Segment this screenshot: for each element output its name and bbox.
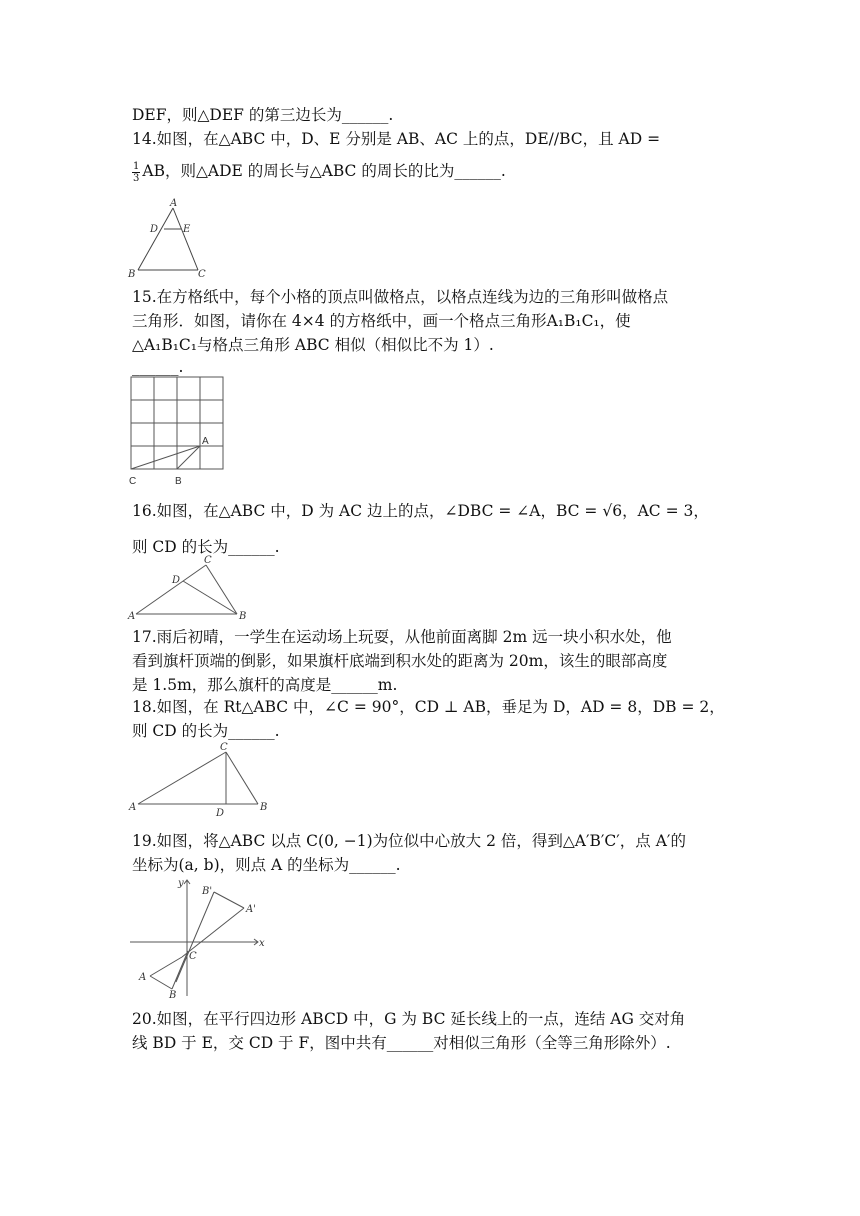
question-18-line-2: 则 CD 的长为______. [132,722,280,740]
question-20-line-2: 线 BD 于 E，交 CD 于 F，图中共有______对相似三角形（全等三角形除外）. [132,1034,671,1052]
figure-16-triangle [126,554,256,622]
text-line-1: DEF，则△DEF 的第三边长为______. [132,106,394,124]
label-b: B [260,802,268,813]
question-20-line-1: 20.如图，在平行四边形 ABCD 中，G 为 BC 延长线上的一点，连结 AG 交对角 [132,1010,686,1028]
label-a: A [170,198,178,209]
question-18-line-1: 18.如图，在 Rt△ABC 中，∠C = 90°，CD ⊥ AB，垂足为 D，AD = 8，DB = 2， [132,698,725,716]
label-c: C [129,476,137,487]
label-d: D [172,575,181,586]
question-15-line-1: 15.在方格纸中，每个小格的顶点叫做格点，以格点连线为边的三角形叫做格点 [132,288,669,306]
question-17-line-1: 17.雨后初晴，一学生在运动场上玩耍，从他前面离脚 2m 远一块小积水处，他 [132,628,672,646]
question-14-line-1: 14.如图，在△ABC 中，D、E 分别是 AB、AC 上的点，DE//BC，且 AD = [132,130,661,148]
question-14-line-2: $\frac{1}{3}$ AB，则△ADE 的周长与△ABC 的周长的比为______. [133,160,506,184]
label-c: C [220,742,228,753]
label-b: B [128,269,136,280]
question-16-line-1: 16.如图，在△ABC 中，D 为 AC 边上的点，∠DBC = ∠A，BC = √6，AC = 3， [132,502,709,520]
question-17-line-2: 看到旗杆顶端的倒影，如果旗杆底端到积水处的距离为 20m，该生的眼部高度 [132,652,668,670]
label-y: y [178,878,184,889]
label-e: E [183,224,191,235]
label-a-prime: A' [246,904,256,915]
label-b: B [239,611,247,622]
question-16-line-2: 则 CD 的长为______. [132,538,280,556]
figure-19-coordinate-plane [126,872,272,1000]
question-19-line-2: 坐标为(a, b)，则点 A 的坐标为______. [132,856,401,874]
label-c: C [204,555,212,566]
label-c: C [198,269,206,280]
label-d: D [150,224,159,235]
label-x: x [259,938,265,949]
figure-14-triangle [126,198,212,280]
label-b: B [175,476,182,487]
label-a: A [202,436,209,447]
label-c: C [189,951,197,962]
question-15-line-3: △A₁B₁C₁与格点三角形 ABC 相似（相似比不为 1）. [132,336,494,354]
label-d: D [216,808,225,819]
fraction-one-third: $\frac{1}{3}$ [133,160,140,184]
label-a: A [129,802,137,813]
label-a: A [139,972,147,983]
label-a: A [128,611,136,622]
question-17-line-3: 是 1.5m，那么旗杆的高度是______m. [132,676,398,694]
label-b: B [169,990,177,1000]
figure-18-right-triangle [126,738,276,820]
question-15-line-2: 三角形．如图，请你在 4×4 的方格纸中，画一个格点三角形A₁B₁C₁，使 [132,312,631,330]
figure-15-grid [126,374,230,488]
question-19-line-1: 19.如图，将△ABC 以点 C(0, −1)为位似中心放大 2 倍，得到△A′B′C′，点 A′的 [132,832,686,850]
label-b-prime: B' [202,886,213,897]
question-15-answer-blank: ______. [132,358,184,376]
